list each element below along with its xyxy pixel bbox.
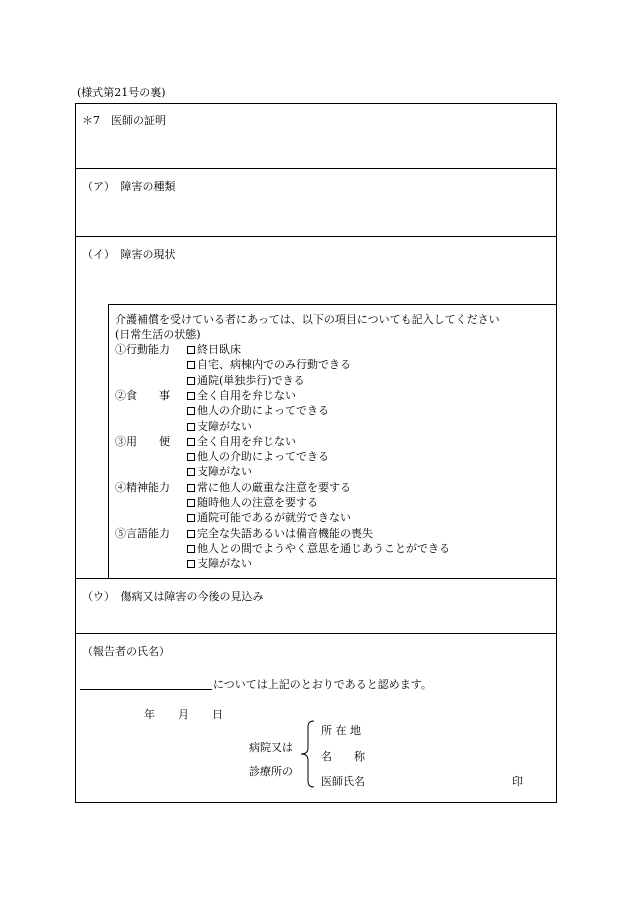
checkbox-icon[interactable]: [187, 499, 195, 507]
care-category-label: ②食 事: [115, 388, 170, 402]
care-option[interactable]: [187, 404, 329, 417]
care-option[interactable]: [187, 450, 329, 463]
care-option[interactable]: [187, 343, 241, 356]
address-label: 所 在 地: [321, 724, 361, 737]
section-u-label: （ウ） 傷病又は障害の今後の見込み: [82, 590, 264, 603]
checkbox-icon[interactable]: [187, 530, 195, 538]
care-option-label: 随時他人の注意を要する: [197, 496, 318, 509]
seal-mark: 印: [512, 775, 523, 788]
checkbox-icon[interactable]: [187, 423, 195, 431]
care-option-label: 通院可能であるが就労できない: [197, 511, 351, 525]
date-month: 月: [178, 708, 189, 721]
care-option[interactable]: [187, 389, 296, 402]
form-title: (様式第21号の裏): [77, 86, 166, 99]
care-intro: 介護補償を受けている者にあっては、以下の項目についても記入してください: [115, 313, 500, 326]
care-category-label: ⑤言語能力: [115, 526, 170, 540]
date-day: 日: [212, 708, 223, 721]
care-option[interactable]: [187, 557, 252, 570]
section-i-label: （イ） 障害の現状: [82, 248, 176, 261]
care-option[interactable]: [187, 435, 296, 448]
care-option-label: 終日臥床: [197, 343, 241, 356]
care-option-label: 常に他人の厳重な注意を要する: [197, 480, 351, 494]
care-option[interactable]: [187, 465, 252, 478]
certify-statement: については上記のとおりであると認めます。: [213, 678, 432, 691]
checkbox-icon[interactable]: [187, 560, 195, 568]
care-category-label: ③用 便: [115, 434, 170, 448]
care-option-label: 自宅、病棟内でのみ行動できる: [197, 358, 351, 372]
checkbox-icon[interactable]: [187, 545, 195, 553]
care-box-top: [108, 304, 557, 305]
checkbox-icon[interactable]: [187, 468, 195, 476]
care-option[interactable]: [187, 481, 351, 494]
reporter-heading: （報告者の氏名）: [82, 645, 170, 658]
facility-name-label: 名 称: [321, 750, 365, 763]
care-option[interactable]: [187, 374, 305, 387]
care-category-label: ①行動能力: [115, 343, 170, 356]
checkbox-icon[interactable]: [187, 361, 195, 369]
care-option-label: 全く自用を弁じない: [197, 388, 296, 402]
section-7-label: ＊7 医師の証明: [82, 114, 166, 127]
care-option-label: 他人との間でようやく意思を通じあうことができる: [197, 541, 450, 555]
care-option[interactable]: [187, 496, 318, 509]
date-year: 年: [144, 708, 155, 721]
care-option-label: 全く自用を弁じない: [197, 434, 296, 448]
care-heading: (日常生活の状態): [115, 328, 201, 341]
care-option-label: 支障がない: [197, 465, 252, 479]
doctor-name-label: 医師氏名: [321, 775, 365, 788]
care-option-label: 他人の介助によってできる: [197, 404, 329, 418]
divider-1: [75, 168, 557, 169]
checkbox-icon[interactable]: [187, 377, 195, 385]
care-option-label: 完全な失語あるいは備音機能の喪失: [197, 526, 373, 540]
divider-4: [75, 633, 557, 634]
checkbox-icon[interactable]: [187, 453, 195, 461]
brace-icon: [298, 720, 318, 788]
divider-3: [75, 578, 557, 579]
section-a-label: （ア） 障害の種類: [82, 180, 176, 193]
care-option[interactable]: [187, 527, 373, 540]
care-option-label: 他人の介助によってできる: [197, 450, 329, 464]
care-option[interactable]: [187, 511, 351, 524]
care-option-label: 支障がない: [197, 557, 252, 571]
care-option[interactable]: [187, 542, 450, 555]
checkbox-icon[interactable]: [187, 484, 195, 492]
checkbox-icon[interactable]: [187, 407, 195, 415]
care-option-label: 通院(単独歩行)できる: [197, 373, 305, 387]
checkbox-icon[interactable]: [187, 438, 195, 446]
reporter-name-line[interactable]: [80, 689, 212, 690]
institution-label-2: 診療所の: [249, 765, 293, 778]
checkbox-icon[interactable]: [187, 392, 195, 400]
care-option[interactable]: [187, 420, 252, 433]
checkbox-icon[interactable]: [187, 346, 195, 354]
care-option-label: 支障がない: [197, 419, 252, 433]
checkbox-icon[interactable]: [187, 514, 195, 522]
care-box-left: [108, 304, 109, 578]
divider-2: [75, 236, 557, 237]
institution-label-1: 病院又は: [249, 741, 293, 754]
care-option[interactable]: [187, 358, 351, 371]
care-category-label: ④精神能力: [115, 480, 170, 494]
